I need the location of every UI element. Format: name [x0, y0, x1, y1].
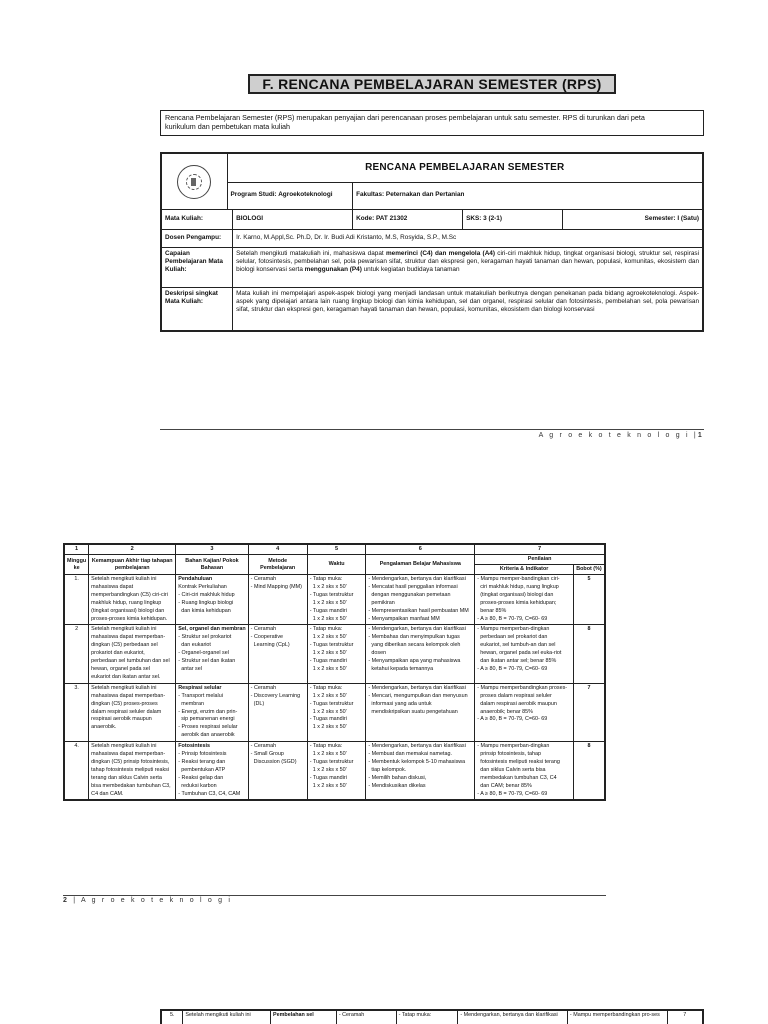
cell-line: proses-proses kimia kehidupan. — [91, 615, 168, 622]
table-row — [161, 1010, 703, 1024]
row-bobot: 5 — [573, 575, 605, 625]
cell-line: makhluk hidup, ruang lingkup — [91, 599, 162, 606]
row-metode — [248, 742, 307, 801]
cell-line: - Mencatat hasil penggalian informasi — [368, 583, 458, 590]
cell-line: 1 x 2 sks x 50' — [309, 583, 347, 590]
university-logo-cell — [161, 153, 227, 209]
cell-line: - Memilih bahan diskusi, — [368, 774, 427, 781]
cell-line: Fotosintesis — [178, 743, 211, 750]
row-kemampuan — [89, 683, 176, 741]
col-number-4: 4 — [248, 544, 307, 555]
dosen-label: Dosen Pengampu: — [161, 229, 233, 247]
cell-line: - Mendengarkan, bertanya dan klarifikasi — [368, 576, 466, 582]
cell-line: - Ceramah — [250, 626, 277, 633]
cell-line: mahasiswa dapat — [91, 583, 134, 590]
cell-line: - Tatap muka: — [309, 576, 343, 582]
col-number-7: 7 — [475, 544, 605, 555]
table-row — [64, 625, 605, 683]
cell-line: 1 x 2 sks x 50' — [309, 615, 347, 622]
cell-line: dosen — [368, 650, 387, 657]
footer-page-1: A g r o e k o t e k n o l o g i |1 — [538, 432, 704, 439]
cell-line: Setelah mengikuti kuliah ini — [91, 626, 157, 633]
cell-line: - Energi, enzim dan prin- — [178, 708, 238, 715]
cell-line: 1 x 2 sks x 50' — [309, 766, 347, 773]
cell-line: - Menyampaikan apa yang mahasiswa — [368, 658, 461, 665]
cell-line: aerobik dan anaerobik — [178, 732, 235, 739]
cell-line: - Mampu memperbandingkan proses- — [477, 684, 568, 691]
cell-line: - Ceramah — [250, 684, 277, 691]
cell-line: dalam respirasi aerobik maupun — [477, 700, 557, 707]
cell-line: Discussion (SGD) — [250, 758, 297, 765]
cell-line: - Tugas terstruktur — [309, 591, 354, 598]
cell-line: membran — [178, 700, 205, 707]
cell-line: Learning (CpL) — [250, 642, 290, 649]
cell-line: perbedaan sel tumbuhan dan sel — [91, 658, 170, 665]
row-waktu — [307, 575, 366, 625]
cell-line: - Tugas mandiri — [309, 774, 347, 781]
cell-line: dan CAM; benar 85% — [477, 782, 532, 789]
row-week-number: 4. — [64, 742, 89, 801]
cell-line: terang dan siklus Calvin serta — [91, 774, 162, 781]
row-waktu — [307, 625, 366, 683]
cell-line: ketahui kepada temannya — [368, 665, 434, 672]
cell-line: - Mempresentasikan hasil pembuatan MM — [368, 607, 469, 614]
cell-line: Kontrak Perkuliahan — [178, 583, 227, 590]
cell-line: informasi yang ada untuk — [368, 700, 432, 707]
row-bahan — [176, 742, 248, 801]
col-number-5: 5 — [307, 544, 366, 555]
cell-line: C4 dan CAM. — [91, 790, 124, 797]
page-title: F. RENCANA PEMBELAJARAN SEMESTER (RPS) — [248, 74, 616, 94]
cell-line: 1 x 2 sks x 50' — [309, 599, 347, 606]
cell-line: - Reaksi terang dan — [178, 758, 226, 765]
col-number-1: 1 — [64, 544, 89, 555]
cell-line: - Tugas mandiri — [309, 607, 347, 614]
row-bobot: 8 — [573, 625, 605, 683]
deskripsi-value: Mata kuliah ini mempelajari aspek-aspek biologi yang menjadi landasan untuk matakuliah berikutnya dengan penekanan pada bidang agroekoteknologi. Aspek-aspek yang dipelajari antara lain ruang lingkup biologi dan kimia kehidupan, sel dan organel, respirasi selular dan fotosintesis, pembelahan sel, pola pewarisan sifat, struktur dan ekspresi gen, keragaman hayati tanaman dan hewan, populasi, komunitas, ekosistem dan biologi konservasi — [233, 287, 703, 331]
cell-line: - Menyampaikan manfaat MM — [368, 615, 440, 622]
rps-heading: RENCANA PEMBELAJARAN SEMESTER — [227, 153, 703, 182]
footer-divider-page-2 — [63, 895, 606, 896]
cell-line: dingkan (C5) proses-proses — [91, 700, 158, 707]
cell-line: - Mampu memper-bandingkan ciri- — [477, 576, 560, 582]
cell-line: 1 x 2 sks x 50' — [309, 692, 347, 699]
row-bahan — [176, 575, 248, 625]
cell-line: bisa membedakan tumbuhan C3, — [91, 782, 171, 789]
col-number-3: 3 — [176, 544, 248, 555]
cell-line: - Ceramah — [250, 743, 277, 750]
col-number-2: 2 — [89, 544, 176, 555]
cell-line: sip pemanenan energi — [178, 716, 235, 723]
row-week-number: 2 — [64, 625, 89, 683]
footer-page-2: 2 | A g r o e k o t e k n o l o g i — [63, 897, 233, 904]
cell-line: pembentukan ATP — [178, 766, 226, 773]
row-kemampuan — [89, 575, 176, 625]
cell-line: pemikiran — [368, 599, 395, 606]
mata-kuliah-value: BIOLOGI — [233, 209, 353, 229]
cell-line: - Reaksi gelap dan — [178, 774, 224, 781]
footer-divider-page-1 — [160, 429, 704, 430]
cell-line: - Tatap muka: — [309, 626, 343, 633]
header-bahan: Bahan Kajian/ Pokok Bahasan — [176, 555, 248, 575]
cell-line: - Ciri-ciri makhluk hidup — [178, 591, 235, 598]
cell-line: - A ≥ 80, B = 70-79, C=60- 69 — [477, 615, 548, 622]
cell-line: - Tugas mandiri — [309, 716, 347, 723]
cell-line: - Small Group — [250, 751, 284, 758]
header-kriteria: Kriteria & Indikator — [475, 565, 574, 575]
table-row — [64, 683, 605, 741]
row-kemampuan — [89, 625, 176, 683]
row-bahan: Pembelahan sel — [271, 1010, 337, 1024]
cell-line: benar 85% — [477, 607, 507, 614]
row-kriteria: - Mampu memperbandingkan pro-ses — [567, 1010, 667, 1024]
cell-line: reduksi karbon — [178, 782, 217, 789]
table-row — [64, 742, 605, 801]
row-pengalaman — [366, 683, 475, 741]
cell-line: 1 x 2 sks x 50' — [309, 650, 347, 657]
header-waktu: Waktu — [307, 555, 366, 575]
cell-line: dalam respirasi seluler dalam — [91, 708, 162, 715]
cell-line: Sel, organel dan membran — [178, 626, 246, 633]
weekly-plan-table — [63, 543, 606, 801]
cell-line: - Tugas mandiri — [309, 658, 347, 665]
cell-line: dan eukariot — [178, 642, 211, 649]
cell-line: (DL) — [250, 700, 265, 707]
cell-line: - Mampu memperban-dingkan — [477, 743, 550, 750]
cell-line: Setelah mengikuti kuliah ini — [91, 576, 157, 582]
cell-line: dingkan (C5) perbedaan sel — [91, 642, 158, 649]
cell-line: - Mendiskusikan dikelas — [368, 782, 426, 789]
row-metode — [248, 625, 307, 683]
cell-line: prinsip fotosintesis, tahap — [477, 751, 542, 758]
row-waktu: - Tatap muka: — [396, 1010, 458, 1024]
row-kriteria — [475, 575, 574, 625]
cell-line: eukariot dan ikatan antar sel. — [91, 673, 161, 680]
cell-line: - Tatap muka: — [309, 743, 343, 750]
cell-line: hewan, organel pada sel euka-riot — [477, 650, 562, 657]
row-week-number: 5. — [161, 1010, 183, 1024]
cell-line: - Mind Mapping (MM) — [250, 583, 302, 590]
cell-line: hewan, organel pada sel — [91, 665, 150, 672]
row-week-number: 3. — [64, 683, 89, 741]
row-waktu — [307, 683, 366, 741]
cell-line: memperbandingkan (C5) ciri-ciri — [91, 591, 168, 598]
row-pengalaman: - Mendengarkan, bertanya dan klarifikasi — [458, 1010, 568, 1024]
cell-line: Respirasi selular — [178, 684, 222, 691]
cell-line: eukariot, sel tumbuh-an dan sel — [477, 642, 556, 649]
cell-line: - Tugas terstruktur — [309, 758, 354, 765]
cell-line: ciri makhluk hidup, ruang lingkup — [477, 583, 559, 590]
cell-line: - Tatap muka: — [309, 684, 343, 691]
sks: SKS: 3 (2-1) — [463, 209, 563, 229]
cell-line: tiap kelompok. — [368, 766, 407, 773]
cpmk-label: Capaian Pembelajaran Mata Kuliah: — [161, 247, 233, 287]
cell-line: membedakan tumbuhan C3, C4 — [477, 774, 557, 781]
row-bahan — [176, 683, 248, 741]
cell-line: - Struktur sel dan ikatan — [178, 658, 236, 665]
cell-line: - Mendengarkan, bertanya dan klarifikasi — [368, 743, 466, 750]
cell-line: dengan menggunakan pemetaan — [368, 591, 451, 598]
row-bobot: 7 — [667, 1010, 703, 1024]
row-pengalaman — [366, 742, 475, 801]
deskripsi-label: Deskripsi singkat Mata Kuliah: — [161, 287, 233, 331]
fakultas: Fakultas: Peternakan dan Pertanian — [353, 182, 703, 209]
intro-line-2: kurikulum dan pembetukan mata kuliah — [165, 122, 291, 131]
row-bahan — [176, 625, 248, 683]
mata-kuliah-label: Mata Kuliah: — [161, 209, 233, 229]
cell-line: anaerobik; benar 85% — [477, 708, 533, 715]
header-pengalaman: Pengalaman Belajar Mahasiswa — [366, 555, 475, 575]
row-kemampuan — [89, 742, 176, 801]
cpmk-value: Setelah mengikuti matakuliah ini, mahasiswa dapat memerinci (C4) dan mengelola (A4) ciri-ciri makhluk hidup, tingkat organisasi biologi, struktur sel, respirasi selular, fotosintesis, pembelahan sel, pola pewarisan sifat, struktur dan ekspresi gen, keragaman hayati tanaman dan hewan, populasi, komunitas, ekosistem dan biologi konservasi serta menggunakan (P4) untuk kegiatan budidaya tanaman — [233, 247, 703, 287]
cell-line: 1 x 2 sks x 50' — [309, 634, 347, 641]
cell-line: - Transport melalui — [178, 692, 223, 699]
row-week-number: 1. — [64, 575, 89, 625]
row-kriteria — [475, 683, 574, 741]
cell-line: - Mencari, mengumpulkan dan menyusun — [368, 692, 468, 699]
cell-line: tahap fotosintesis meliputi reaksi — [91, 766, 170, 773]
cell-line: - Mampu memperban-dingkan — [477, 626, 550, 633]
row-metode — [248, 683, 307, 741]
cell-line: dingkan (C5) prinsip fotosintesis, — [91, 758, 170, 765]
cell-line: - Struktur sel prokariot — [178, 634, 232, 641]
cell-line: anaerobik. — [91, 724, 117, 731]
cell-line: (tingkat organisasi) biologi dan — [477, 591, 554, 598]
cell-line: mahasiswa dapat memperban- — [91, 751, 166, 758]
cell-line: 1 x 2 sks x 50' — [309, 665, 347, 672]
cell-line: dan ikatan antar sel; benar 85% — [477, 658, 557, 665]
kode-mk: Kode: PAT 21302 — [353, 209, 463, 229]
header-metode: Metode Pembelajaran — [248, 555, 307, 575]
cell-line: Pendahuluan — [178, 576, 213, 582]
weekly-plan-table-continued — [160, 1009, 704, 1024]
cell-line: antar sel — [178, 665, 202, 672]
rps-header-table — [160, 152, 704, 332]
cell-line: 1 x 2 sks x 50' — [309, 751, 347, 758]
cell-line: - Membahas dan menyimpulkan tugas — [368, 634, 460, 641]
row-kriteria — [475, 625, 574, 683]
table-row — [64, 575, 605, 625]
cell-line: proses dalam respirasi seluler — [477, 692, 552, 699]
cell-line: 1 x 2 sks x 50' — [309, 708, 347, 715]
header-minggu: Minggu ke — [64, 555, 89, 575]
cell-line: fotosintesis meliputi reaksi terang — [477, 758, 560, 765]
col-number-6: 6 — [366, 544, 475, 555]
row-bobot: 8 — [573, 742, 605, 801]
header-kemampuan: Kemampuan Akhir tiap tahapan pembelajaran — [89, 555, 176, 575]
cell-line: perbedaan sel prokariot dan — [477, 634, 548, 641]
dosen-value: Ir. Karno, M.Appl,Sc. Ph.D, Dr. Ir. Budi Adi Kristanto, M.S, Rosyida, S.P., M.Sc — [233, 229, 703, 247]
cell-line: - Tumbuhan C3, C4, CAM — [178, 790, 241, 797]
cell-line: (tingkat organisasi) biologi dan — [91, 607, 165, 614]
cell-line: - Cooperative — [250, 634, 284, 641]
cell-line: mendiskripsikan suatu pengetahuan — [368, 708, 458, 715]
row-kemampuan: Setelah mengikuti kuliah ini — [183, 1010, 271, 1024]
university-seal-icon — [177, 165, 211, 199]
cell-line: Setelah mengikuti kuliah ini — [91, 684, 157, 691]
cell-line: - A ≥ 80, B = 70-79, C=60- 69 — [477, 716, 548, 723]
header-bobot: Bobot (%) — [573, 565, 605, 575]
cell-line: prokariot dan eukariot, — [91, 650, 145, 657]
header-penilaian: Penilaian — [475, 555, 605, 565]
cell-line: - Ceramah — [250, 576, 277, 582]
cell-line: - A ≥ 80, B = 70-79, C=60- 69 — [477, 665, 548, 672]
row-bobot: 7 — [573, 683, 605, 741]
cell-line: - Prinsip fotosintesis — [178, 751, 227, 758]
semester: Semester: I (Satu) — [563, 209, 703, 229]
cell-line: mahasiswa dapat memperban- — [91, 634, 166, 641]
cell-line: yang diberikan secara kelompok oleh — [368, 642, 461, 649]
cell-line: respirasi aerobik maupun — [91, 716, 152, 723]
cell-line: - Organel-organel sel — [178, 650, 229, 657]
cell-line: - Ruang lingkup biologi — [178, 599, 234, 606]
cell-line: 1 x 2 sks x 50' — [309, 782, 347, 789]
weekly-plan-body — [64, 575, 605, 801]
cell-line: - Tugas terstruktur — [309, 700, 354, 707]
row-waktu — [307, 742, 366, 801]
row-pengalaman — [366, 575, 475, 625]
cell-line: dan kimia kehidupan — [178, 607, 231, 614]
cell-line: proses-proses kimia kehidupan; — [477, 599, 557, 606]
intro-paragraph — [160, 110, 704, 136]
cell-line: - Membuat dan memakai nametag. — [368, 751, 452, 758]
cell-line: Setelah mengikuti kuliah ini — [91, 743, 157, 750]
cell-line: 1 x 2 sks x 50' — [309, 724, 347, 731]
cell-line: mahasiswa dapat memperban- — [91, 692, 166, 699]
row-metode: - Ceramah — [336, 1010, 396, 1024]
cell-line: - Discovery Learning — [250, 692, 301, 699]
cell-line: dan siklus Calvin serta bisa — [477, 766, 546, 773]
program-studi: Program Studi: Agroekoteknologi — [227, 182, 353, 209]
row-kriteria — [475, 742, 574, 801]
cell-line: - Proses respirasi selular — [178, 724, 238, 731]
cell-line: - A ≥ 80, B = 70-79, C=60- 69 — [477, 790, 548, 797]
row-pengalaman — [366, 625, 475, 683]
cell-line: - Mendengarkan, bertanya dan klarifikasi — [368, 626, 466, 633]
intro-line-1: Rencana Pembelajaran Semester (RPS) merupakan penyajian dari perencanaan proses pembelajaran untuk satu semester. RPS di turunkan dari peta — [165, 113, 645, 122]
cell-line: - Membentuk kelompok 5-10 mahasiswa — [368, 758, 466, 765]
row-metode — [248, 575, 307, 625]
cell-line: - Mendengarkan, bertanya dan klarifikasi — [368, 684, 466, 691]
cell-line: - Tugas terstruktur — [309, 642, 354, 649]
